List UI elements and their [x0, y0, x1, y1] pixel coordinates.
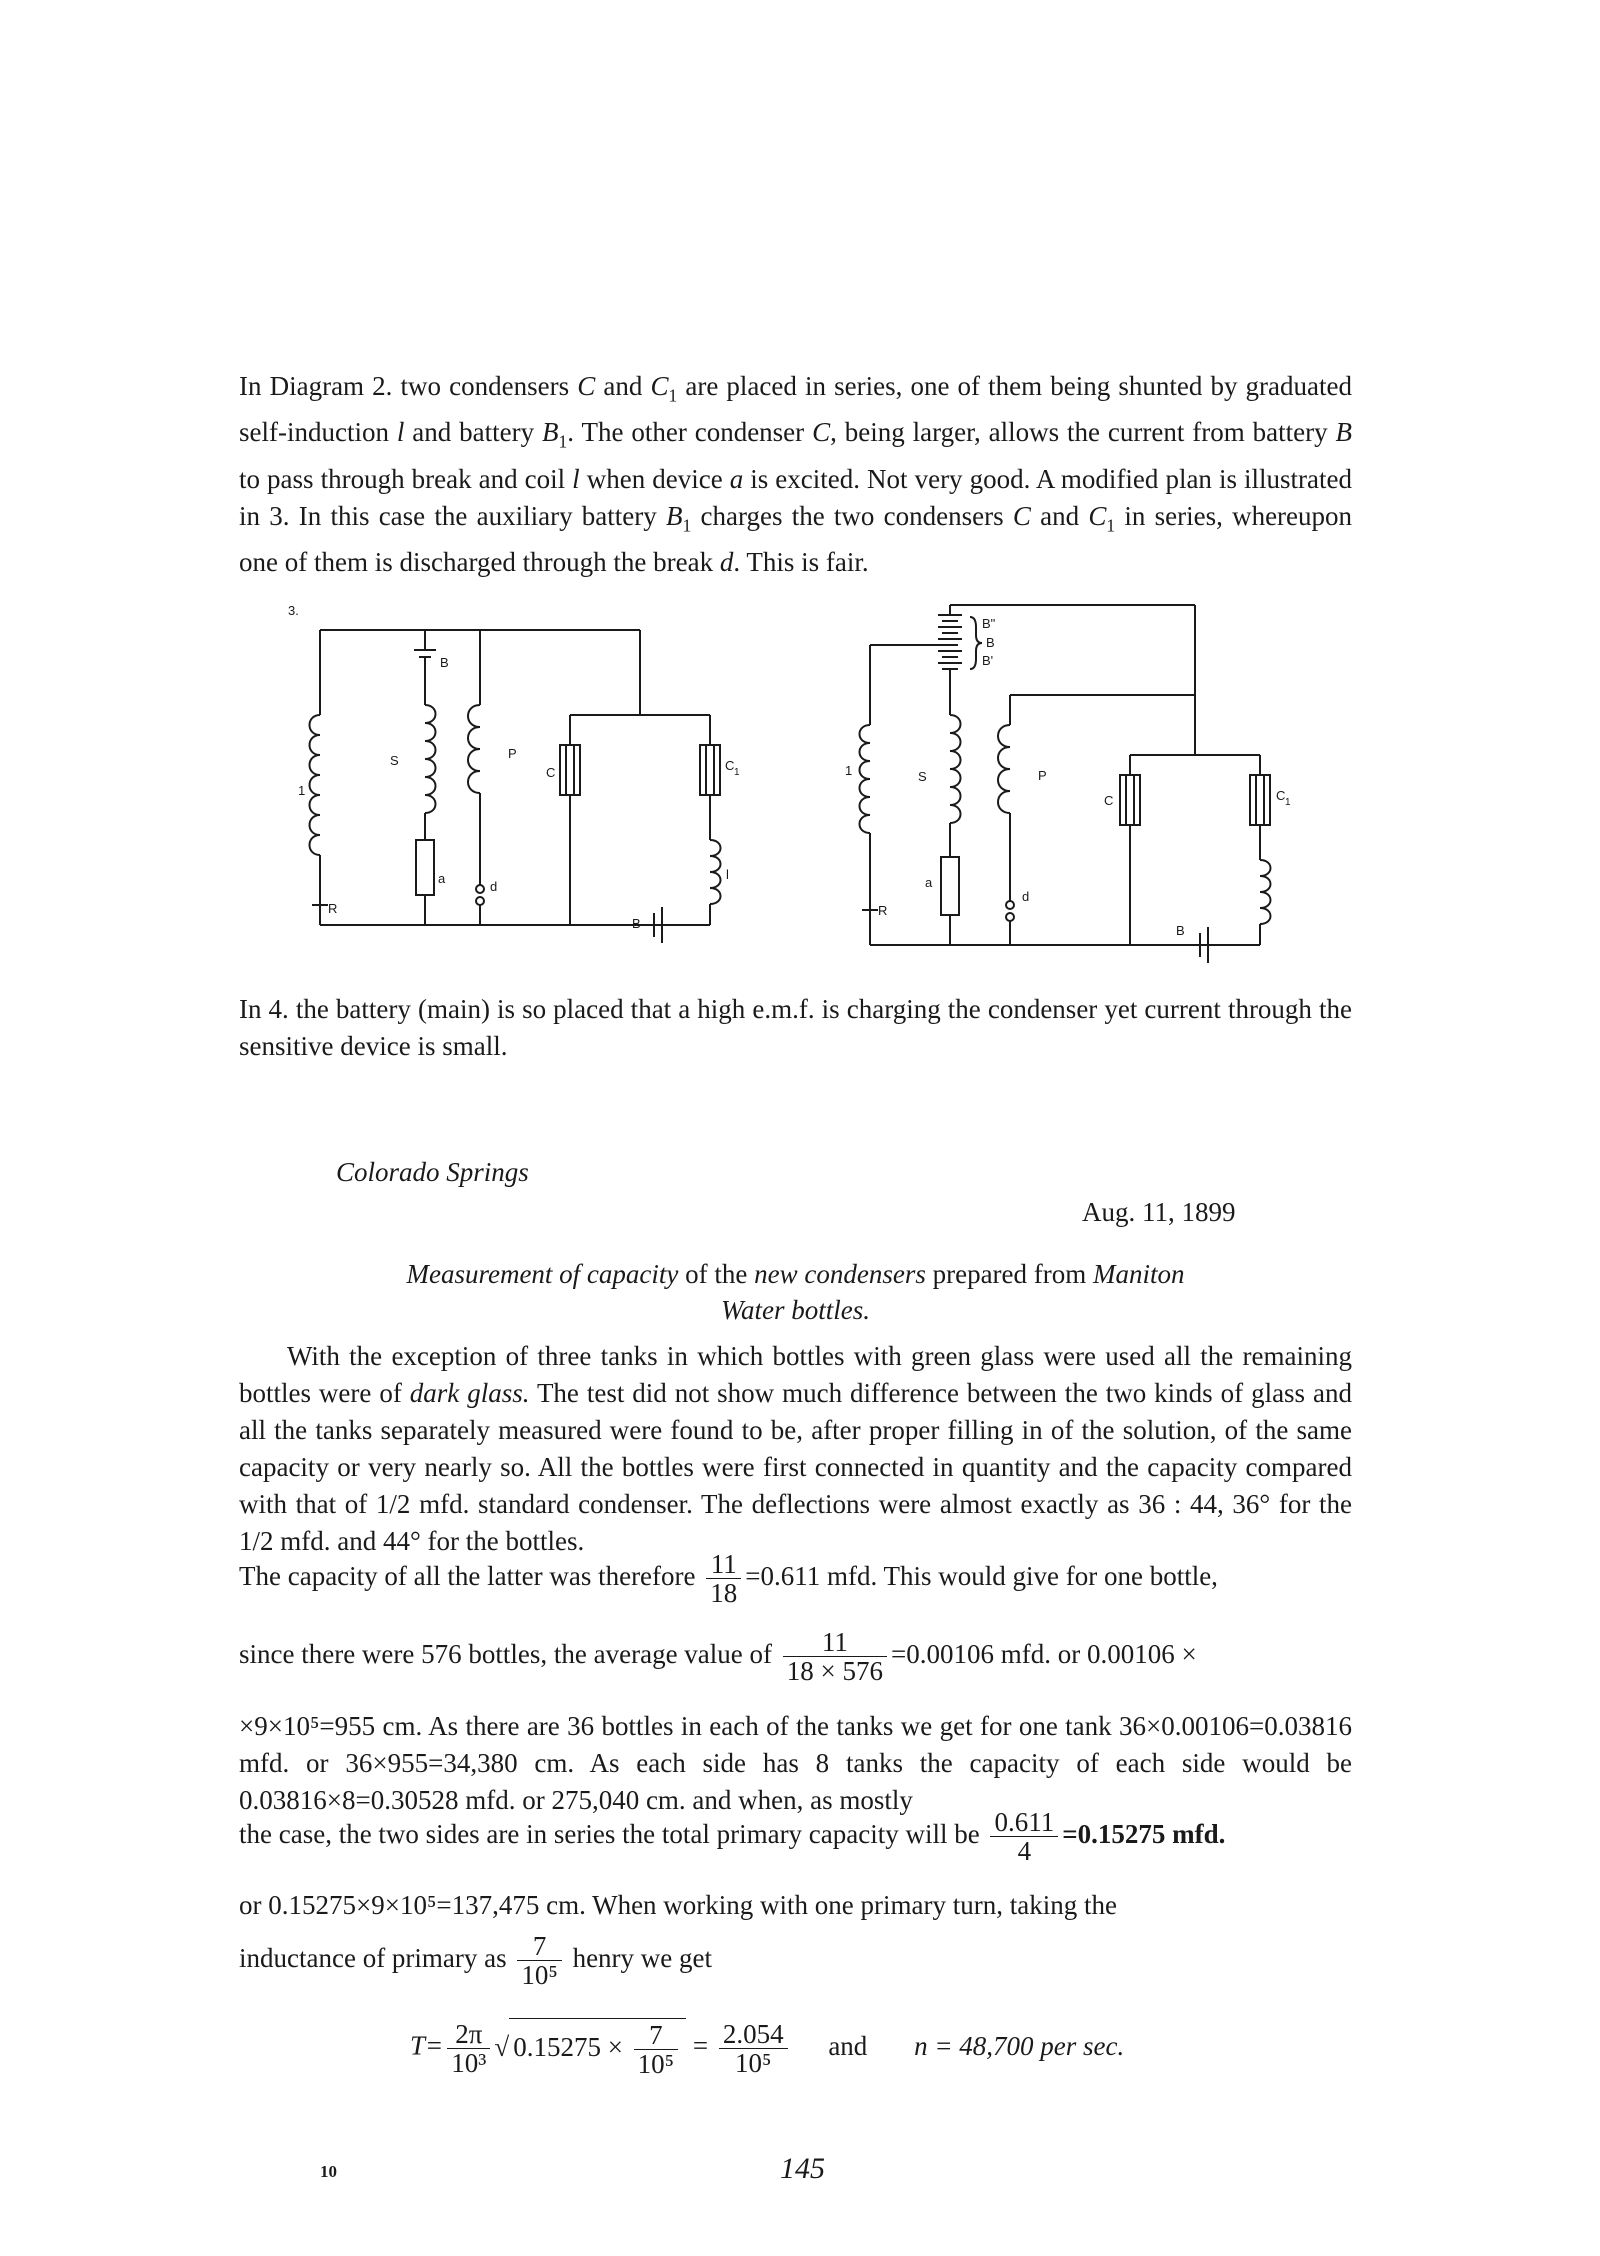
label-c: C	[546, 765, 556, 780]
numerator: 7	[517, 1932, 561, 1961]
text-run: The capacity of all the latter was therefore	[239, 1561, 703, 1592]
text-run: when device	[579, 463, 730, 494]
date-line: Aug. 11, 1899	[1082, 1197, 1236, 1227]
text-run: 0.15275 ×	[513, 2032, 630, 2063]
denominator: 4	[1017, 1836, 1032, 1867]
label-l-4: 1	[845, 763, 853, 778]
label-d-4: d	[1022, 889, 1030, 904]
coil-l-left	[310, 715, 321, 855]
fraction	[634, 2021, 678, 2079]
radicand	[509, 2018, 686, 2079]
denominator: 10⁵	[521, 1960, 558, 1991]
text-run: henry we get	[565, 1943, 713, 1974]
inductance-line	[239, 1932, 1352, 1990]
numerator: 11	[783, 1628, 887, 1657]
text-run: , being larger, allows the current from battery	[830, 417, 1336, 448]
label-d: d	[490, 879, 498, 894]
label-a-4: a	[925, 875, 933, 890]
text-run: . The other condenser	[567, 417, 813, 448]
text-run: inductance of primary as	[239, 1943, 514, 1974]
text-run: and	[828, 2030, 868, 2061]
square-root: √ 0.15275 × $\frac{7}{\text{10⁵}}$	[494, 2018, 686, 2079]
numerator: 7	[634, 2021, 678, 2050]
period-formula	[410, 2018, 1124, 2079]
label-c1-sub: 1	[734, 767, 740, 778]
denominator: 10⁵	[734, 2047, 772, 2078]
text-run: The test did not show much difference between the two kinds of glass and all the tanks separately measured were found to be, after proper filling in of the solution, of the same capacity or very nearly so. All the bottles were first connected in quantity and the capacity compared with that of 1/2 mfd. standard condenser. The deflections were almost exactly as 36 : 44, 36° for the 1/2 mfd. and 44° for the bottles.	[239, 1378, 1352, 1556]
numerator: 0.611	[990, 1808, 1058, 1837]
coil-l-small	[710, 840, 721, 904]
label-s: S	[390, 753, 399, 768]
capacity-line	[239, 1550, 1352, 1608]
heading-run: Measurement of capacity	[406, 1259, 679, 1289]
subscript: 1	[558, 431, 568, 452]
text-run: In Diagram 2. two condensers	[239, 371, 578, 401]
figure-number: 3.	[288, 603, 299, 618]
label-l: 1	[298, 783, 306, 798]
page-number: 145	[780, 2152, 825, 2185]
coil-s	[425, 705, 436, 813]
label-c-4: C	[1104, 793, 1114, 808]
label-b: B	[440, 655, 449, 670]
numerator: 2.054	[719, 2020, 788, 2049]
primary-capacity-line	[239, 1808, 1352, 1866]
text-run: and	[595, 371, 651, 401]
label-l-small: l	[726, 867, 729, 882]
symbol-l: l	[572, 463, 580, 494]
heading-run: prepared from	[925, 1259, 1094, 1289]
fraction	[719, 2020, 788, 2078]
equals: =	[686, 2030, 715, 2061]
fraction	[783, 1628, 887, 1686]
text-run: the case, the two sides are in series the total primary capacity will be	[239, 1819, 987, 1850]
signature-mark: 10	[320, 2162, 337, 2181]
paragraph-diagram-2	[239, 368, 1352, 581]
text-run: is excited. Not very good. A modified plan is illustrated in 3. In this case the auxiliary battery	[239, 463, 1352, 531]
symbol-l: l	[396, 417, 405, 448]
formula-t: T=	[410, 2030, 444, 2061]
text-run: charges the two condensers	[691, 500, 1013, 531]
subscript: 1	[668, 385, 678, 406]
text-run: and battery	[404, 417, 543, 448]
paragraph-diagram-4: In 4. the battery (main) is so placed that a high e.m.f. is charging the condenser yet current through the sensitive device is small.	[239, 994, 1352, 1061]
symbol-b1: B	[666, 500, 683, 531]
tank-capacity-text: ×9×10⁵=955 cm. As there are 36 bottles in each of the tanks we get for one tank 36×0.00106=0.03816 mfd. or 36×955=34,380 cm. As each side has 8 tanks the capacity of each side would be 0.03816×8=0.30528 mfd. or 275,040 cm. and when, as mostly	[239, 1711, 1352, 1815]
frequency-result: n = 48,700 per sec.	[914, 2030, 1125, 2061]
subscript: 1	[1106, 515, 1116, 536]
circuit-diagram-4	[860, 605, 1271, 963]
text-run: since there were 576 bottles, the average value of	[239, 1639, 779, 1670]
text-run: and	[1030, 500, 1089, 531]
label-s-4: S	[918, 769, 927, 784]
condenser-c1-4	[1250, 775, 1270, 825]
symbol-c1: C	[1088, 500, 1107, 531]
numerator: 11	[706, 1550, 741, 1579]
heading-run: Water bottles.	[720, 1295, 870, 1325]
label-b1: B	[632, 916, 641, 931]
label-b-double: B"	[982, 616, 996, 631]
text-run-bold: =0.15275 mfd.	[1062, 1819, 1226, 1850]
symbol-d: d	[719, 547, 734, 578]
text-run: in series, whereupon one of them is discharged through the break	[239, 500, 1353, 578]
label-a: a	[438, 871, 446, 886]
condenser-c1	[700, 745, 720, 795]
fraction	[447, 2020, 490, 2078]
symbol-a: a	[729, 463, 744, 494]
label-c1-4-sub: 1	[1285, 797, 1291, 808]
condenser-c	[560, 745, 580, 795]
text-run: =0.00106 mfd. or 0.00106 ×	[891, 1639, 1197, 1670]
symbol-b: B	[1335, 417, 1353, 448]
label-c1-4: C	[1276, 788, 1286, 803]
text-run: are placed in series, one of them being shunted by graduated self-induction	[239, 371, 1353, 448]
subscript: 1	[682, 515, 692, 536]
symbol-c: C	[812, 417, 831, 448]
circuit-diagram-3	[310, 630, 721, 943]
coil-l-small-4	[1260, 860, 1271, 924]
fraction	[990, 1808, 1058, 1866]
text-run: With the exception of three tanks in which bottles with green glass were used all the remaining bottles were of	[239, 1341, 1352, 1408]
circuit-diagrams	[270, 595, 1310, 975]
fraction	[517, 1932, 561, 1990]
symbol-c1: C	[650, 371, 669, 401]
primary-turn-line: or 0.15275×9×10⁵=137,475 cm. When working with one primary turn, taking the	[239, 1890, 1117, 1920]
denominator: 10³	[451, 2047, 487, 2078]
paragraph-bottles	[239, 1338, 1352, 1560]
coil-l-left-4	[860, 725, 871, 833]
heading-run: Maniton	[1093, 1259, 1185, 1289]
label-c1: C	[725, 758, 735, 773]
label-p: P	[508, 746, 517, 761]
denominator: 18	[710, 1578, 738, 1609]
denominator: 10⁵	[637, 2049, 675, 2080]
symbol-b1: B	[542, 417, 559, 448]
text-run-italic: dark glass.	[409, 1378, 530, 1408]
coil-s-4	[950, 715, 961, 823]
label-b-4: B	[986, 635, 995, 650]
bottle-value-line	[239, 1628, 1352, 1686]
device-a	[416, 840, 434, 895]
numerator: 2π	[447, 2020, 490, 2049]
label-r-4: R	[878, 903, 888, 918]
device-a-4	[941, 857, 959, 915]
fraction	[706, 1550, 741, 1608]
coil-p	[468, 705, 480, 793]
text-run: to pass through break and coil	[239, 463, 573, 494]
label-b1-4: B	[1176, 923, 1185, 938]
denominator: 18 × 576	[786, 1656, 883, 1687]
heading-run: new condensers	[754, 1259, 926, 1289]
label-p-4: P	[1038, 768, 1047, 783]
heading-run: of the	[678, 1259, 755, 1289]
place-line: Colorado Springs	[336, 1157, 529, 1187]
text-run: . This is fair.	[733, 547, 869, 578]
coil-p-4	[998, 725, 1010, 813]
label-b-prime: B'	[982, 653, 994, 668]
section-heading	[239, 1256, 1352, 1328]
symbol-c: C	[1012, 500, 1031, 531]
symbol-c: C	[577, 371, 596, 401]
label-r: R	[328, 901, 338, 916]
condenser-c-4	[1120, 775, 1140, 825]
text-run: =0.611 mfd. This would give for one bottle,	[745, 1561, 1218, 1592]
